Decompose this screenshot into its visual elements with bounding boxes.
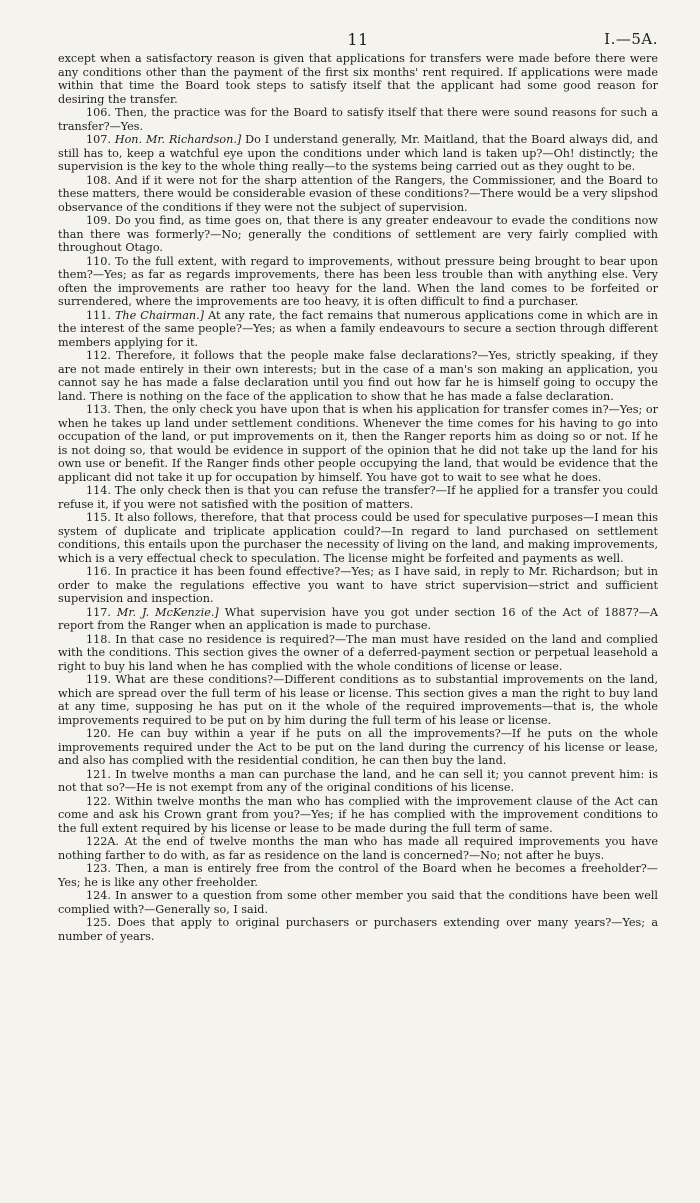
question-number: 117. [86, 605, 117, 619]
document-reference: I.—5A. [604, 30, 658, 48]
speaker-name: The Chairman.] [114, 308, 205, 322]
evidence-paragraph [58, 309, 658, 350]
evidence-paragraph: 121. In twelve months a man can purchase the land, and he can sell it; you cannot prevent him: is not that so?—He is not exempt from any of the original conditions of his license. [58, 767, 658, 794]
evidence-paragraph: 119. What are these conditions?—Different conditions as to substantial improvements on the land, which are spread over the full term of his lease or license. This section gives a man the right to buy land at any time, supposing he has put on it the whole of the required improvements—that is, the whole improvements required to be put on by him during the full term of his lease or license. [58, 673, 658, 727]
paragraph-text: Do I understand generally, Mr. Maitland, that the Board always did, and still has to, keep a watchful eye upon the conditions under which land is taken up?—Oh! distinctly; the supervision is the key to the whole thing really—to the systems being carried out as they ought to be. [58, 133, 659, 173]
evidence-paragraph: 120. He can buy within a year if he puts on all the improvements?—If he puts on the whole improvements required under the Act to be put on the land during the currency of his license or lease, and also has complied with the residential condition, he can then buy the land. [58, 727, 658, 767]
evidence-paragraph: 108. And if it were not for the sharp attention of the Rangers, the Commissioner, and the Board to these matters, there would be considerable evasion of these conditions?—There would be a very slipshod observance of the conditions if they were not the subject of supervision. [58, 173, 658, 214]
evidence-paragraph: 124. In answer to a question from some other member you said that the conditions have been well complied with?—Generally so, I said. [58, 889, 658, 916]
evidence-paragraph: 122A. At the end of twelve months the man who has made all required improvements you have nothing farther to do with, as far as residence on the land is concerned?—No; not after he buys. [58, 835, 658, 862]
evidence-text [58, 52, 658, 943]
question-number: 111. [86, 308, 115, 322]
evidence-paragraph: 112. Therefore, it follows that the people make false declarations?—Yes, strictly speaking, if they are not made entirely in their own interests; but in the case of a man's son making an application, you cannot say he has made a false declaration until you find out how far he is himself going to occupy the land. There is nothing on the face of the application to show that he has made a false declaration. [58, 349, 658, 403]
evidence-paragraph: 114. The only check then is that you can refuse the transfer?—If he applied for a transfer you could refuse it, if you were not satisfied with the position of matters. [58, 484, 658, 511]
evidence-paragraph: 116. In practice it has been found effective?—Yes; as I have said, in reply to Mr. Richardson; but in order to make the regulations effective you want to have strict supervision—strict and sufficient supervision and inspection. [58, 565, 658, 605]
evidence-paragraph [58, 133, 658, 174]
paragraph-text: At any rate, the fact remains that numerous applications come in which are in the interest of the same people?—Yes; as when a family endeavours to secure a section through different members applying for it. [58, 308, 659, 349]
page-number: 11 [347, 30, 369, 49]
evidence-paragraph [58, 606, 658, 633]
evidence-paragraph: 118. In that case no residence is required?—The man must have resided on the land and complied with the conditions. This section gives the owner of a deferred-payment section or perpetual leasehold a right to buy his land when he has complied with the whole conditions of license or lease. [58, 632, 658, 673]
evidence-paragraph: 106. Then, the practice was for the Board to satisfy itself that there were sound reasons for such a transfer?—Yes. [58, 106, 658, 133]
speaker-name: Hon. Mr. Richardson.] [114, 133, 242, 146]
evidence-paragraph: 109. Do you find, as time goes on, that there is any greater endeavour to evade the conditions now than there was formerly?—No; generally the conditions of settlement are very fairly complied with throughout Otago. [58, 214, 658, 254]
evidence-paragraph: 110. To the full extent, with regard to improvements, without pressure being brought to bear upon them?—Yes; as far as regards improvements, there has been less trouble than with anything else. Very often the improvements are rather too heavy for the land. When the land comes to be forfeited or surrendered, where the improvements are too heavy, it is often difficult to find a purchaser. [58, 254, 658, 308]
evidence-paragraph: except when a satisfactory reason is given that applications for transfers were made before there were any conditions other than the payment of the first six months' rent required. If applications were made within that time the Board took steps to satisfy itself that the applicant had some good reason for desiring the transfer. [58, 52, 658, 106]
paragraph-text: What supervision have you got under section 16 of the Act of 1887?—A report from the Ranger when an application is made to purchase. [58, 605, 659, 632]
question-number: 107. [86, 133, 115, 146]
evidence-paragraph: 122. Within twelve months the man who has complied with the improvement clause of the Act can come and ask his Crown grant from you?—Yes; if he has complied with the improvement conditions to the full extent required by his license or lease to be made during the full term of same. [58, 794, 658, 835]
evidence-paragraph: 115. It also follows, therefore, that that process could be used for speculative purposes—I mean this system of duplicate and triplicate application could?—In regard to land purchased on settlement conditions, this entails upon the purchaser the necessity of living on the land, and making improvements, which is a very effectual check to speculation. The license might be forfeited and payments as well. [58, 511, 658, 565]
speaker-name: Mr. J. McKenzie.] [116, 605, 219, 619]
page-header [58, 0, 658, 52]
evidence-paragraph: 123. Then, a man is entirely free from the control of the Board when he becomes a freeholder?—Yes; he is like any other freeholder. [58, 862, 658, 889]
evidence-paragraph: 113. Then, the only check you have upon that is when his application for transfer comes in?—Yes; or when he takes up land under settlement conditions. Whenever the time comes for his having to go into occupation of the land, or put improvements on it, then the Ranger reports him as doing so or not. If he is not doing so, that would be evidence in support of the opinion that he did not take up the land for his own use or benefit. If the Ranger finds other people occupying the land, that would be evidence that the applicant did not take it up for occupation by himself. You have got to wait to see what he does. [58, 403, 658, 484]
evidence-paragraph: 125. Does that apply to original purchasers or purchasers extending over many years?—Yes; a number of years. [58, 916, 658, 943]
